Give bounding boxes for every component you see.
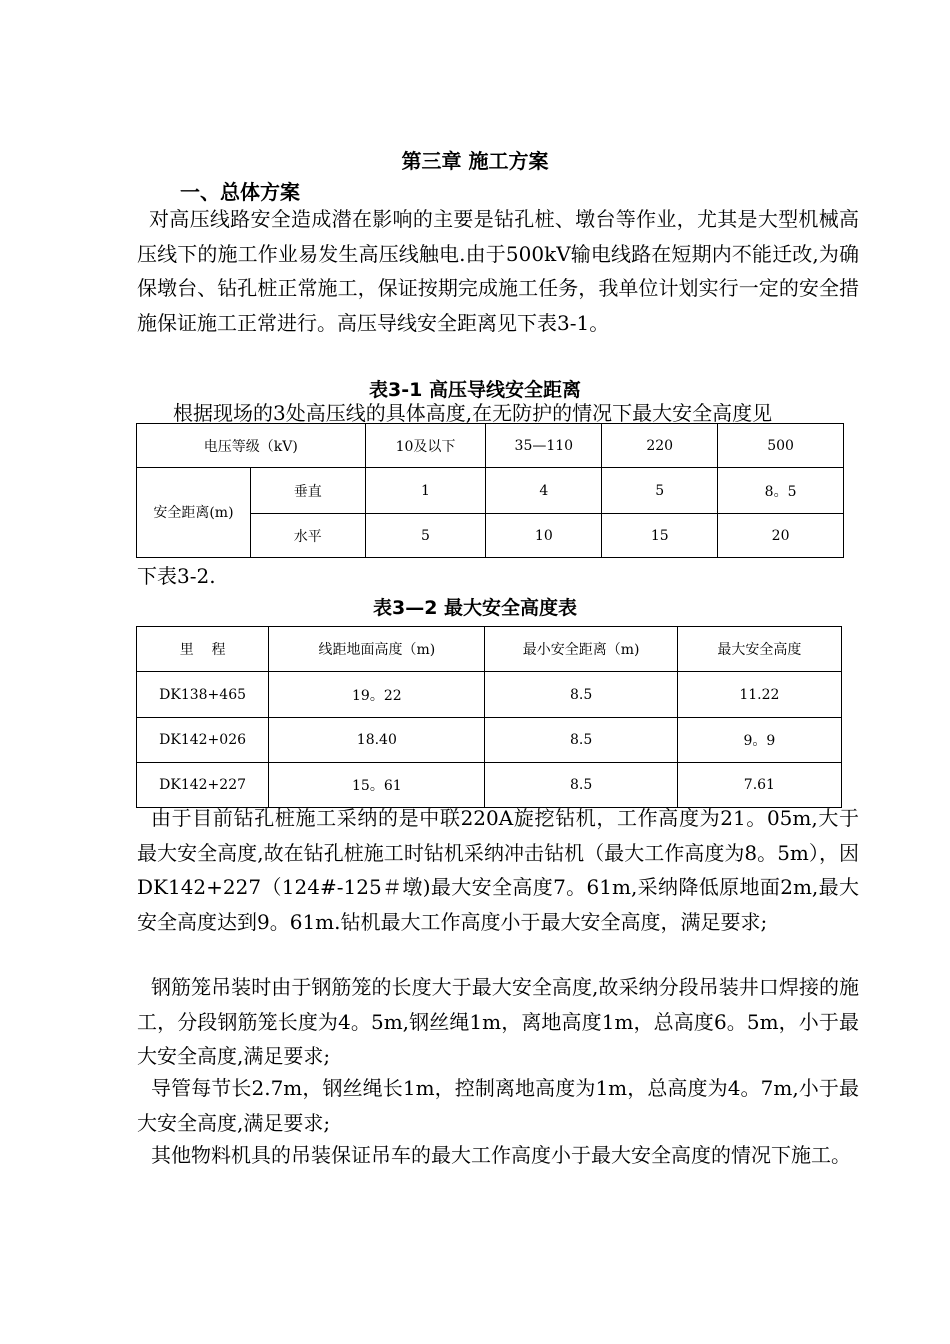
chapter-title: 第三章 施工方案 [401,149,549,173]
table2-cell: DK142+227 [137,763,269,808]
table1-cell: 5 [602,468,718,514]
line-above-table1: 根据现场的3处高压线的具体高度,在无防护的情况下最大安全高度见 [173,401,773,425]
table-safety-distance [136,423,844,558]
table1-cell: 4 [486,468,602,514]
table2-cell: 9。9 [677,718,841,763]
table2-header-cell: 里 程 [137,627,269,672]
table1-row-group-label: 安全距离(m) [137,468,251,558]
paragraph-intro: 对高压线路安全造成潜在影响的主要是钻孔桩、墩台等作业，尤其是大型机械高压线下的施工作业易发生高压线触电.由于500kV输电线路在短期内不能迁改,为确保墩台、钻孔桩正常施工，保证按期完成施工任务，我单位计划实行一定的安全措施保证施工正常进行。高压导线安全距离见下表3-1。 [137,207,859,335]
table1-header-voltage: 电压等级（kV) [137,424,366,468]
table1-row-label: 垂直 [250,468,365,514]
paragraph-cage-lifting: 钢筋笼吊装时由于钢筋笼的长度大于最大安全高度,故采纳分段吊装井口焊接的施工，分段钢筋笼长度为4。5m,钢丝绳1m，离地高度1m，总高度6。5m，小于最大安全高度,满足要求; [137,975,859,1068]
table1-cell: 15 [602,514,718,558]
section-title: 一、总体方案 [180,180,300,204]
table1-cell: 5 [365,514,486,558]
table2-cell: DK142+026 [137,718,269,763]
table2-cell: 8.5 [485,718,677,763]
table1-cell: 1 [365,468,486,514]
line-below-table1: 下表3-2. [137,564,216,588]
table1-caption: 表3-1 高压导线安全距离 [369,379,581,401]
paragraph-other-lifting: 其他物料机具的吊装保证吊车的最大工作高度小于最大安全高度的情况下施工。 [151,1143,851,1167]
table2-cell: 18.40 [269,718,485,763]
table1-cell: 10 [486,514,602,558]
table-row [137,718,842,763]
table1-cell: 20 [718,514,844,558]
table2-cell: 8.5 [485,672,677,718]
paragraph-pipe: 导管每节长2.7m，钢丝绳长1m，控制离地高度为1m，总高度为4。7m,小于最大安全高度,满足要求; [137,1076,859,1135]
paragraph-drilling: 由于目前钻孔桩施工采纳的是中联220A旋挖钻机，工作高度为21。05m,大于最大安全高度,故在钻孔桩施工时钻机采纳冲击钻机（最大工作高度为8。5m），因DK142+227（124#-125＃墩)最大安全高度7。61m,采纳降低原地面2m,最大安全高度达到9。61m.钻机最大工作高度小于最大安全高度，满足要求; [137,806,859,934]
table1-header-cell: 220 [602,424,718,468]
table2-caption: 表3—2 最大安全高度表 [372,597,578,619]
table2-header-cell: 线距地面高度（m) [269,627,485,672]
table2-cell: 8.5 [485,763,677,808]
table-row [137,672,842,718]
table-row [137,468,844,514]
table1-cell: 8。5 [718,468,844,514]
table-max-height [136,626,842,808]
table1-row-label: 水平 [250,514,365,558]
table2-cell: 15。61 [269,763,485,808]
table2-cell: 19。22 [269,672,485,718]
table2-header-cell: 最小安全距离（m) [485,627,677,672]
table2-header-cell: 最大安全高度 [677,627,841,672]
table2-cell: 7.61 [677,763,841,808]
table1-header-cell: 500 [718,424,844,468]
table1-header-cell: 35—110 [486,424,602,468]
table2-cell: DK138+465 [137,672,269,718]
table1-header-cell: 10及以下 [365,424,486,468]
table2-cell: 11.22 [677,672,841,718]
